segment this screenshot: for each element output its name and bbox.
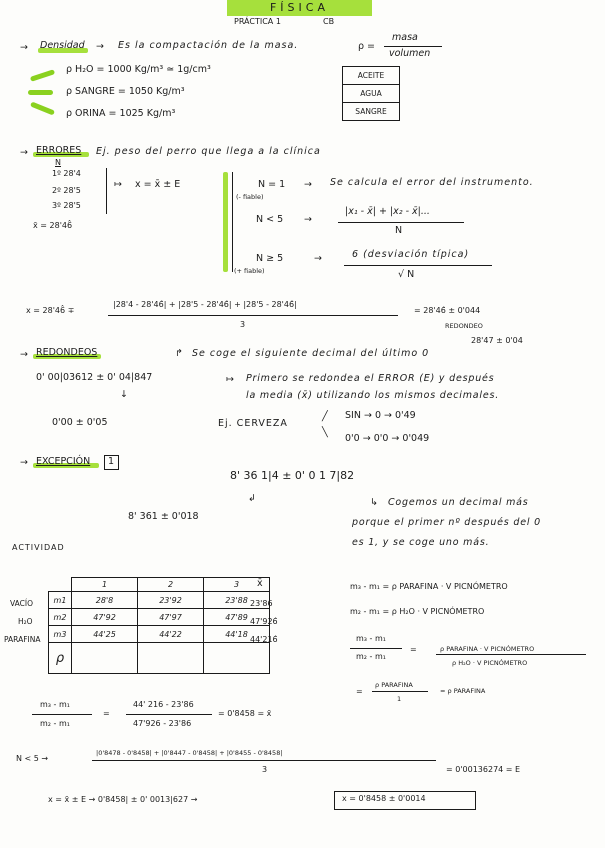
redondeo-rule: Se coge el siguiente decimal del último 0: [192, 348, 430, 359]
cerveza-example: Ej. CERVEZA: [218, 418, 288, 429]
equation-m2-m1: m₂ - m₁ = ρ H₂O · V PICNÓMETRO: [350, 607, 485, 616]
errores-label: ERRORES: [36, 145, 82, 156]
column-header: 3: [204, 578, 270, 592]
title-highlight: [227, 0, 372, 16]
rho-symbol: ρ =: [358, 41, 376, 52]
table-cell: 23'92: [138, 592, 204, 609]
exception-rounded: 8' 361 ± 0'018: [128, 511, 199, 522]
case2-numerator: |x₁ - x̄| + |x₂ - x̄|...: [345, 206, 430, 217]
fraction-bar: [384, 46, 442, 47]
mass-numerator: masa: [392, 32, 418, 43]
errores-example: Ej. peso del perro que llega a la clínica: [96, 146, 321, 157]
exception-note-1: Cogemos un decimal más: [388, 497, 529, 508]
arrow-icon: →: [20, 457, 28, 468]
redondeo-result: 28'47 ± 0'04: [471, 336, 523, 345]
redondeo-label: REDONDEO: [445, 322, 483, 330]
layer-oil: ACEITE: [342, 66, 400, 84]
arrow-icon: →: [314, 253, 322, 264]
density-water: ρ H₂O = 1000 Kg/m³ ≃ 1g/cm³: [66, 64, 211, 75]
table-cell: [72, 643, 138, 674]
ratio-denominator: m₂ - m₁: [356, 652, 386, 661]
exception-number: 1: [108, 456, 115, 467]
table-cell: 47'97: [138, 609, 204, 626]
simplified-numerator: ρ PARAFINA: [375, 681, 413, 689]
table-cell: [204, 643, 270, 674]
fraction-bar: [436, 654, 586, 655]
case-n-ge-5: N ≥ 5: [256, 253, 284, 264]
green-stroke: [30, 101, 55, 115]
actividad-label: ACTIVIDAD: [12, 543, 65, 552]
practice-subtitle: PRÁCTICA 1: [234, 17, 281, 26]
case-n1: N = 1: [258, 179, 286, 190]
practice-tag: CB: [323, 17, 335, 26]
arrow-icon: ↳: [370, 497, 378, 508]
mean-value: x̄ = 28'46̂: [33, 221, 73, 230]
final-result-box: [334, 791, 476, 810]
error-denominator: 3: [262, 765, 268, 774]
densidad-label: Densidad: [40, 40, 85, 51]
simplified-denominator: 1: [397, 695, 402, 703]
equals: =: [103, 709, 110, 718]
table-cell: 47'92: [72, 609, 138, 626]
arrow-icon: →: [20, 349, 28, 360]
fraction-bar: [372, 691, 428, 692]
redondeo-step-1: Primero se redondea el ERROR (E) y después: [246, 373, 495, 384]
case3-denominator: √ N: [398, 269, 415, 280]
arrow-icon: →: [304, 214, 312, 225]
green-stroke: [30, 69, 55, 81]
layer-water: AGUA: [342, 84, 400, 102]
calc-result: = 28'46̂ ± 0'044: [414, 306, 481, 315]
fraction-bar: [32, 714, 92, 715]
equals: =: [410, 645, 417, 654]
row-label-h2o: H₂O: [18, 617, 33, 626]
table-cell: 28'8: [72, 592, 138, 609]
redondeos-label: REDONDEOS: [36, 347, 98, 358]
table-row: [49, 626, 270, 643]
branch-down: ╲: [322, 427, 328, 438]
row-label-parafina: PARAFINA: [4, 635, 41, 644]
arrow-icon: ↦: [226, 374, 234, 385]
calc-result: = 0'8458 = x̄: [218, 709, 272, 718]
calc-numerator: |28'4 - 28'46̂| + |28'5 - 28'46̂| + |28'5 - 28'46̂|: [113, 300, 297, 309]
arrow-icon: →: [20, 42, 28, 53]
excepcion-label: EXCEPCIÓN: [36, 456, 91, 467]
calc-denominator: 47'926 - 23'86: [133, 719, 192, 728]
page-title: FÍSICA: [269, 1, 329, 14]
fraction-bar: [126, 714, 212, 715]
bracket-line: [232, 172, 233, 272]
case-n1-note: (- fiable): [236, 193, 264, 201]
table-row: [49, 592, 270, 609]
fraction-bar: [108, 315, 398, 316]
result-formula: x = x̄ ± E: [135, 179, 181, 190]
arrow-icon: →: [304, 179, 312, 190]
table-cell: 47'89: [204, 609, 270, 626]
exception-number-box: [104, 455, 119, 470]
final-left: x = x̄ ± E → 0'8458| ± 0' 0013|627 →: [48, 795, 198, 804]
fraction-bar: [92, 760, 436, 761]
case2-denominator: N: [395, 225, 403, 236]
equals: =: [356, 687, 363, 696]
case-n1-text: Se calcula el error del instrumento.: [330, 177, 534, 188]
ratio-right-numerator: ρ PARAFINA · V PICNÓMETRO: [440, 645, 535, 653]
measurement-column-label: N: [55, 158, 61, 167]
fraction-bar: [350, 648, 402, 649]
table-cell: 44'18: [204, 626, 270, 643]
green-stroke: [28, 90, 53, 95]
mean-m1: 23'86: [250, 599, 273, 608]
volume-denominator: volumen: [389, 48, 431, 59]
redondeo-step-2: la media (x̄) utilizando los mismos decimales.: [246, 390, 500, 401]
mean-m3: 44'216̂: [250, 635, 278, 644]
case3-numerator: 6 (desviación típica): [352, 249, 470, 260]
arrow-icon: ↦: [114, 179, 122, 190]
green-bracket: [223, 172, 228, 272]
measurement-1: 1º 28'4: [52, 169, 81, 178]
case-n3-note: (+ fiable): [234, 267, 265, 275]
error-result: = 0'00136274 = E: [446, 765, 521, 774]
table-row: [49, 609, 270, 626]
ratio-right-denominator: ρ H₂O · V PICNÓMETRO: [452, 659, 528, 667]
fraction-bar: [338, 222, 464, 223]
table-cell: 44'25: [72, 626, 138, 643]
row-key: m1: [49, 592, 72, 609]
row-key: m2: [49, 609, 72, 626]
redondeo-value: 0' 00|03612 ± 0' 04|847: [36, 372, 153, 383]
final-result: x = 0'8458 ± 0'0014: [342, 794, 426, 803]
rho-row-key: ρ: [49, 643, 72, 674]
calc-denominator: 3: [240, 320, 246, 329]
table-cell: 44'22: [138, 626, 204, 643]
calc-left: x = 28'46̂ ∓: [26, 306, 75, 315]
exception-note-2: porque el primer nº después del 0: [352, 517, 541, 528]
exception-note-3: es 1, y se coge uno más.: [352, 537, 490, 548]
layer-blood: SANGRE: [342, 102, 400, 121]
table-row: [49, 643, 270, 674]
cerveza-con: 0'0 → 0'0 → 0'049: [345, 433, 430, 444]
density-layers-diagram: [342, 66, 400, 121]
table-cell: [138, 643, 204, 674]
measurement-3: 3º 28'5: [52, 201, 81, 210]
mean-column-header: x̄: [257, 578, 263, 589]
arrow-down-icon: ↓: [120, 389, 128, 400]
arrow-icon: ↲: [248, 493, 256, 504]
branch-up: ╱: [322, 411, 328, 422]
exception-value: 8' 36 1|4 ± 0' 0 1 7|82: [230, 469, 355, 482]
error-label: N < 5 →: [16, 754, 49, 763]
error-numerator: |0'8478 - 0'8458| + |0'8447 - 0'8458| + |0'8455 - 0'8458|: [96, 749, 283, 757]
densidad-definition: Es la compactación de la masa.: [118, 40, 299, 51]
arrow-icon: ↱: [175, 348, 183, 359]
calc-left-numerator: m₃ - m₁: [40, 700, 70, 709]
density-blood: ρ SANGRE = 1050 Kg/m³: [66, 86, 185, 97]
simplified-result: = ρ PARAFINA: [440, 687, 486, 695]
row-key: m3: [49, 626, 72, 643]
mean-m2: 47'926̂: [250, 617, 278, 626]
equation-m3-m1: m₃ - m₁ = ρ PARAFINA · V PICNÓMETRO: [350, 582, 508, 591]
column-header: 1: [72, 578, 138, 592]
arrow-icon: →: [20, 147, 28, 158]
mass-table: [48, 577, 270, 674]
ratio-numerator: m₃ - m₁: [356, 634, 386, 643]
calc-left-denominator: m₂ - m₁: [40, 719, 70, 728]
cerveza-sin: SIN → 0 → 0'49: [345, 410, 416, 421]
arrow-icon: →: [96, 41, 104, 52]
column-header: 2: [138, 578, 204, 592]
measurement-2: 2º 28'5: [52, 186, 81, 195]
table-cell: 23'88: [204, 592, 270, 609]
case-n-less-5: N < 5: [256, 214, 284, 225]
redondeo-rounded: 0'00 ± 0'05: [52, 417, 108, 428]
calc-numerator: 44' 216 - 23'86: [133, 700, 194, 709]
fraction-bar: [344, 265, 492, 266]
row-label-vacio: VACÍO: [10, 599, 34, 608]
table-corner: [49, 578, 72, 592]
density-urine: ρ ORINA = 1025 Kg/m³: [66, 108, 176, 119]
divider: [106, 168, 107, 214]
